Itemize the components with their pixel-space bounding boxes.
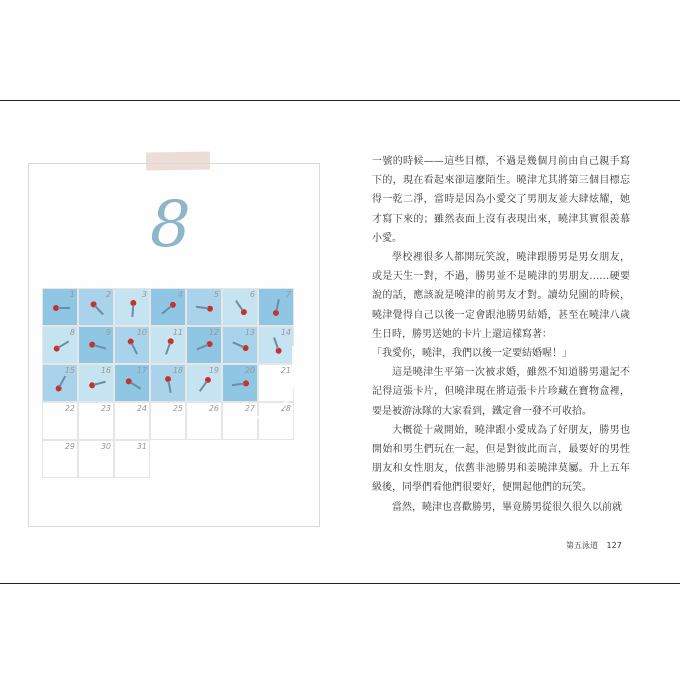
- calendar-day-cell: [114, 326, 150, 364]
- calendar-day-number: 14: [280, 328, 291, 337]
- calendar-day-cell: [78, 326, 114, 364]
- swimmer-illustration: [161, 301, 177, 316]
- calendar-day-number: 31: [136, 442, 147, 451]
- calendar-day-number: 25: [172, 404, 183, 413]
- calendar-day-cell: [186, 326, 222, 364]
- calendar-day-number: 6: [249, 290, 255, 299]
- calendar-day-cell: [42, 402, 78, 440]
- calendar-day-cell: [186, 288, 222, 326]
- calendar-day-cell: [150, 364, 186, 402]
- swimmer-illustration: [197, 304, 214, 312]
- swimmer-illustration: [196, 340, 213, 352]
- calendar-day-cell: [42, 440, 78, 478]
- swimmer-illustration: [125, 377, 142, 391]
- swimmer-illustration: [53, 339, 70, 352]
- body-text: [372, 152, 630, 517]
- calendar-day-number: 22: [64, 404, 75, 413]
- swimmer-illustration: [163, 337, 174, 354]
- calendar-day-number: 2: [105, 290, 111, 299]
- calendar-day-number: 15: [64, 366, 75, 375]
- calendar-day-number: 19: [208, 366, 219, 375]
- calendar-day-number: 1: [69, 290, 75, 299]
- calendar-day-cell: [186, 402, 222, 440]
- calendar-day-number: 20: [244, 366, 255, 375]
- paragraph: 這是曉津生平第一次被求婚，雖然不知道勝男還記不記得這張卡片，但曉津現在將這張卡片珍藏在寶物盒裡，要是被游泳隊的大家看到，鐵定會一發不可收拾。: [372, 367, 630, 417]
- swimmer-illustration: [89, 300, 104, 316]
- paragraph: 當然，曉津也喜歡勝男，畢竟勝男從很久很久以前就: [392, 501, 622, 513]
- calendar-day-cell: [78, 402, 114, 440]
- swimmer-illustration: [55, 376, 68, 393]
- calendar-day-cell: [150, 402, 186, 440]
- calendar-day-cell: [78, 288, 114, 326]
- calendar-day-number: 29: [64, 442, 75, 451]
- calendar-day-cell: [114, 364, 150, 402]
- page-footer: [566, 540, 628, 551]
- calendar-day-number: 4: [177, 290, 183, 299]
- calendar-day-cell: [222, 288, 258, 326]
- calendar-day-number: 13: [244, 328, 255, 337]
- paragraph: 一號的時候——這些目標，不過是幾個月前由自己親手寫下的，現在看起來卻這麼陌生。曉津尤其將第三個目標忘得一乾二淨，當時是因為小愛交了男朋友並大肆炫耀，她才寫下來的；雖然表面上沒有表現出來，曉津其實很羨慕小愛。: [372, 156, 630, 244]
- swimmer-illustration: [233, 380, 250, 388]
- calendar-day-cell: [150, 326, 186, 364]
- calendar-day-number: 11: [172, 328, 183, 337]
- calendar-day-number: 16: [100, 366, 111, 375]
- calendar-day-number: 7: [285, 290, 291, 299]
- swimmer-illustration: [234, 300, 248, 317]
- calendar-day-cell: [42, 326, 78, 364]
- calendar-day-number: 12: [208, 328, 219, 337]
- calendar-day-number: 27: [244, 404, 255, 413]
- swimmer-illustration: [53, 305, 69, 311]
- chapter-title: 第五泳道: [566, 541, 598, 550]
- paragraph: 大概從十歲開始，曉津跟小愛成為了好朋友，勝男也開始和男生們玩在一起，但是對彼此而言，最要好的男性朋友和女性朋友，依舊非池勝男和姜曉津莫屬。升上五年級後，同學們看他們很要好，便開起他們的玩笑。: [372, 424, 630, 494]
- calendar-day-number: 23: [100, 404, 111, 413]
- calendar-day-number: 30: [100, 442, 111, 451]
- swimmer-illustration: [232, 340, 249, 352]
- calendar-day-cell: [78, 440, 114, 478]
- calendar-day-cell: [114, 440, 150, 478]
- swimmer-illustration: [129, 300, 136, 316]
- calendar-day-number: 21: [280, 366, 291, 375]
- paragraph: 學校裡很多人都開玩笑說，曉津跟勝男是男女朋友，或是天生一對，不過，勝男並不是曉津的男朋友……硬要說的話，應該說是曉津的前男友才對。讀幼兒園的時候，曉津覺得自己以後一定會跟池勝男結婚，甚至在曉津八歲生日時，勝男送她的卡片上還這樣寫著：: [372, 252, 630, 340]
- calendar-day-number: 9: [105, 328, 111, 337]
- swimmer-illustration: [272, 300, 281, 317]
- swimmer-illustration: [88, 379, 105, 389]
- bottom-rule: [0, 583, 680, 584]
- swimmer-illustration: [88, 341, 105, 351]
- swimmer-illustration: [127, 338, 140, 355]
- swimmer-illustration: [198, 376, 212, 392]
- calendar-day-cell: [150, 288, 186, 326]
- calendar-day-number: 28: [280, 404, 291, 413]
- page-number: 127: [606, 541, 622, 550]
- calendar-day-cell: [114, 288, 150, 326]
- calendar-day-cell: [42, 288, 78, 326]
- tape-decoration: [146, 151, 210, 170]
- calendar-day-cell: [114, 402, 150, 440]
- calendar-day-cell: [78, 364, 114, 402]
- calendar-day-number: 17: [136, 366, 147, 375]
- calendar-day-cell: [186, 364, 222, 402]
- calendar-day-number: 10: [136, 328, 147, 337]
- calendar-month-number: 8: [150, 188, 191, 262]
- calendar-day-number: 26: [208, 404, 219, 413]
- calendar-day-number: 3: [141, 290, 147, 299]
- calendar-day-number: 18: [172, 366, 183, 375]
- calendar-day-number: 5: [213, 290, 219, 299]
- calendar-day-cell: [258, 288, 294, 326]
- calendar-day-cell: [42, 364, 78, 402]
- paragraph: 「我愛你，曉津，我們以後一定要結婚喔！」: [372, 348, 572, 360]
- calendar-day-number: 8: [69, 328, 75, 337]
- swimmer-illustration: [165, 376, 174, 393]
- calendar-day-number: 24: [136, 404, 147, 413]
